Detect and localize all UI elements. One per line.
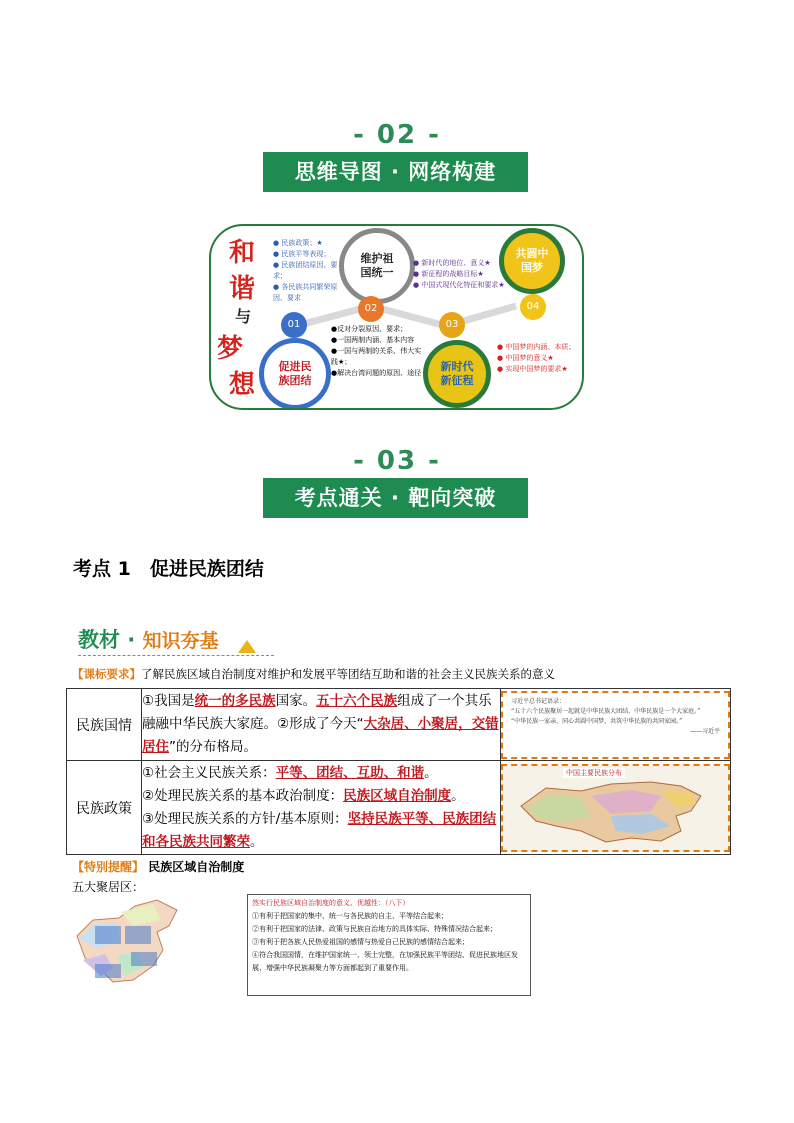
special-tip xyxy=(72,858,244,875)
triangle-icon xyxy=(238,640,256,653)
node-01-title: 促进民族团结 xyxy=(259,338,331,410)
list-item: ● 实现中国梦的要求★ xyxy=(497,365,568,373)
list-item: ● 中国式现代化特征和要求★ xyxy=(413,281,505,289)
five-regions-label: 五大聚居区： xyxy=(72,880,145,894)
map-title: 中国主要民族分布 xyxy=(563,768,625,778)
tip-tag: 【特别提醒】 xyxy=(72,860,145,874)
table-row xyxy=(67,689,731,761)
mindmap-char: 谐 xyxy=(229,274,256,304)
mindmap-char: 想 xyxy=(229,370,256,400)
mindmap-char: 与 xyxy=(235,307,252,326)
list-item: ● 新征程的战略目标★ xyxy=(413,270,484,278)
quote-box xyxy=(501,691,730,759)
banner-title: 思维导图 · 网络构建 xyxy=(294,160,497,184)
zhishi-label: 知识夯基 xyxy=(142,630,219,652)
node-03-number: 03 xyxy=(439,312,465,338)
note-box xyxy=(247,894,531,996)
node-04-list xyxy=(497,342,579,375)
list-item: ● 中国梦的意义★ xyxy=(497,354,554,362)
list-item: ●一国与两制的关系、伟大实践★； xyxy=(331,347,422,366)
list-item: ● 各民族共同繁荣原因、要求 xyxy=(273,283,338,302)
note-title: 然实行民族区域自治制度的意义、优越性：（八下） xyxy=(252,899,410,907)
list-item: ● 民族平等表现； xyxy=(273,250,331,258)
quote-cell xyxy=(501,689,731,761)
requirement-text: 了解民族区域自治制度对维护和发展平等团结互助和谐的社会主义民族关系的意义 xyxy=(141,667,555,681)
list-item: ● 民族团结原因、要求； xyxy=(273,261,338,280)
node-03-title: 新时代新征程 xyxy=(423,340,491,408)
quote-title: 习近平总书记语录： xyxy=(511,697,566,705)
list-item: ● 中国梦的内涵、本质； xyxy=(497,343,576,351)
section-banner-03 xyxy=(263,478,528,518)
requirement-tag: 【课标要求】 xyxy=(72,667,141,681)
mindmap-char: 梦 xyxy=(217,334,244,364)
section-banner-02 xyxy=(263,152,528,192)
row-label: 民族政策 xyxy=(67,761,142,855)
mindmap-char: 和 xyxy=(229,238,256,268)
jiaocai-label: 教材 · xyxy=(78,628,143,652)
banner-title: 考点通关 · 靶向突破 xyxy=(294,486,497,510)
row-label: 民族国情 xyxy=(67,689,142,761)
note-line: ②有利于把国家的法律、政策与民族自治地方的具体实际、特殊情况结合起来； xyxy=(252,925,497,933)
list-item: ● 民族政策；★ xyxy=(273,239,323,247)
list-item: ● 新时代的地位、意义★ xyxy=(413,259,491,267)
knowledge-table xyxy=(66,688,731,855)
section-number-02: - 02 - xyxy=(353,120,441,150)
row-content: ①我国是统一的多民族国家。五十六个民族组成了一个其乐融融中华民族大家庭。②形成了今天“大杂居、小聚居，交错居住”的分布格局。 xyxy=(142,689,501,761)
table-row xyxy=(67,761,731,855)
divider xyxy=(78,655,274,656)
node-04-number: 04 xyxy=(520,294,546,320)
note-line: ③有利于把各族人民热爱祖国的感情与热爱自己民族的感情结合起来； xyxy=(252,938,469,946)
note-line: ④符合我国国情，在维护国家统一、领土完整，在加强民族平等团结、促进民族地区发展、增强中华民族凝聚力等方面都起到了重要作用。 xyxy=(252,951,518,972)
jiaocai-heading xyxy=(78,624,219,654)
autonomous-regions-map xyxy=(73,896,181,992)
quote-sign: ——习近平 xyxy=(689,727,720,735)
row-content: ①社会主义民族关系：平等、团结、互助、和谐。 ②处理民族关系的基本政治制度：民族区域自治制度。 ③处理民族关系的方针/基本原则：坚持民族平等、民族团结和各民族共同繁荣。 xyxy=(142,761,501,855)
quote-line: “中华民族一家亲，同心共圆中国梦，共筑中华民族的共同家园。” xyxy=(511,717,683,725)
map-cell xyxy=(501,761,731,855)
node-02-number: 02 xyxy=(358,296,384,322)
node-01-number: 01 xyxy=(281,312,307,338)
mind-map xyxy=(209,224,584,410)
node-04-title: 共圆中国梦 xyxy=(499,228,565,294)
list-item: ●反对分裂原因、要求； xyxy=(331,325,408,333)
node-01-sublist xyxy=(331,324,426,379)
quote-line: “五十六个民族聚居一起就是中华民族大团结，中华民族是一个大家庭。” xyxy=(511,707,701,715)
ethnic-map xyxy=(501,764,730,852)
curriculum-requirement xyxy=(72,666,555,682)
list-item: ●解决台湾问题的原因、途径 xyxy=(331,369,422,377)
kaodian-title: 考点 1 促进民族团结 xyxy=(73,558,264,580)
note-line: ①有利于把国家的集中、统一与各民族的自主、平等结合起来； xyxy=(252,912,448,920)
section-number-03: - 03 - xyxy=(353,446,441,476)
china-map-image xyxy=(511,776,711,846)
tip-text: 民族区域自治制度 xyxy=(144,860,245,874)
list-item: ●一国两制内涵、基本内容 xyxy=(331,336,415,344)
node-02-title: 维护祖国统一 xyxy=(339,228,415,304)
